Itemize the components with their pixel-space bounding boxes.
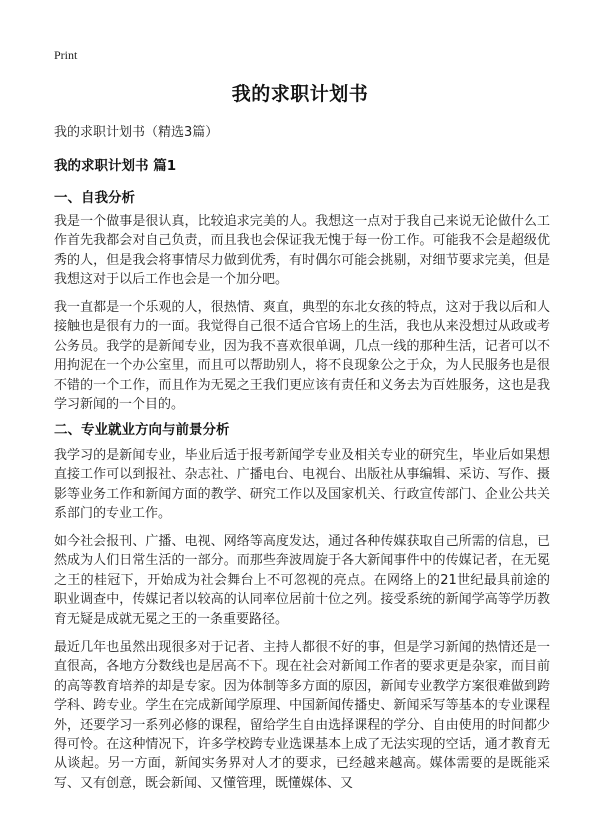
paragraph-career-2: 如今社会报刊、广播、电视、网络等高度发达，通过各种传媒获取自己所需的信息，已然成为人们日常生活的一部分。而那些奔波周旋于各大新闻事件中的传媒记者，在无冕之王的桂冠下，开始成为社会舞台上不可忽视的亮点。在网络上的21世纪最具前途的职业调查中，传媒记者以较高的认同率位居前十位之列。接受系统的新闻学高等学历教育无疑是成就无冕之王的一条重要路径。: [54, 534, 550, 627]
paragraph-self-analysis-2: 我一直都是一个乐观的人，很热情、爽直，典型的东北女孩的特点，这对于我以后和人接触也是很有力的一面。我觉得自己很不适合官场上的生活，我也从来没想过从政或考公务员。我学的是新闻专业，因为我不喜欢很单调，几点一线的那种生活，记者可以不用拘泥在一个办公室里，而且可以帮助别人，将不良现象公之于众，为人民服务也是很不错的一个工作，而且作为无冕之王我们更应该有责任和义务去为百姓服务，这也是我学习新闻的一个目的。: [54, 300, 550, 413]
article-heading: 我的求职计划书 篇1: [54, 158, 177, 174]
paragraph-career-3: 最近几年也虽然出现很多对于记者、主持人都很不好的事，但是学习新闻的热情还是一直很高，各地方分数线也是居高不下。现在社会对新闻工作者的要求更是杂家，而目前的高等教育培养的却是专家。因为体制等多方面的原因，新闻专业教学方案很难做到跨学科、跨专业。学生在完成新闻学原理、中国新闻传播史、新闻采写等基本的专业课程外，还要学习一系列必修的课程，留给学生自由选择课程的学分、自由使用的时间都少得可怜。在这种情况下，许多学校跨专业选课基本上成了无法实现的空话，通才教育无从谈起。另一方面，新闻实务界对人才的要求，已经越来越高。媒体需要的是既能采写、又有创意，既会新闻、又懂管理，既懂媒体、又: [54, 640, 550, 791]
paragraph-career-1: 我学习的是新闻专业，毕业后适于报考新闻学专业及相关专业的研究生，毕业后如果想直接工作可以到报社、杂志社、广播电台、电视台、出版社从事编辑、采访、写作、摄影等业务工作和新闻方面的教学、研究工作以及国家机关、行政宣传部门、企业公共关系部门的专业工作。: [54, 448, 550, 522]
page-title: 我的求职计划书: [231, 83, 369, 105]
section-heading-career-prospects: 二、专业就业方向与前景分析: [54, 422, 230, 438]
print-link[interactable]: Print: [54, 48, 78, 62]
section-heading-self-analysis: 一、自我分析: [54, 190, 135, 206]
paragraph-self-analysis-1: 我是一个做事是很认真，比较追求完美的人。我想这一点对于我自己来说无论做什么工作首先我都会对自己负责，而且我也会保证我无愧于每一份工作。可能我不会是超级优秀的人，但是我会将事情尽力做到优秀，有时偶尔可能会挑剔，对细节要求完美，但是我想这对于以后工作也会是一个加分吧。: [54, 214, 550, 288]
document-subtitle: 我的求职计划书（精选3篇）: [54, 125, 219, 140]
